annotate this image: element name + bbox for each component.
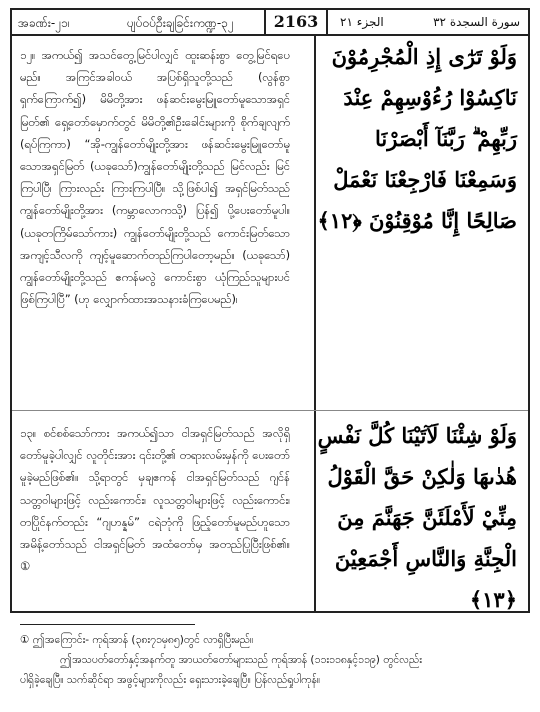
footnote-line: ဤအသပတ်တော်နှင့်အနက်တူ အာယတ်တော်များသည် ကုရ်အာန် (၁၁း၁၁၈နှင့်၁၁၉) တွင်လည်း — [60, 654, 422, 666]
juz-label-arabic: الجزء ٢١ — [340, 15, 384, 29]
footnote-line: ပါရှိခဲ့ချေပြီ။ သက်ဆိုင်ရာ အဖွင့်များကိုလည်း ရှေးသားခဲ့ချေပြီ။ ပြန်လည်ရှုပါကုန်။ — [20, 674, 320, 686]
verse-translation: ၁၃။ စင်စစ်သော်ကား အကယ်၍သာ ငါအရှင်မြတ်သည် အလိုရှိတော်မူခဲ့ပါလျှင် လူတိုင်းအား ၎င်းတို့၏ တရားလမ်းမှန်ကို ပေးတော်မူခဲ့မည်ဖြစ်၏။ သို့ရာတွင် မှချဧကန် ငါအရှင်မြတ်သည် ဂျင်န်သတ္တဝါများဖြင့် လည်းကောင်း၊ လူသတ္တဝါများဖြင့် လည်းကောင်း၊ တပြိုင်နက်တည်း “ဂျဟန္နမ်” ငရဲဘုံကို ဖြည့်တော်မူမည်ဟူသောအမိန့်တော်သည် ငါအရှင်မြတ် အထံတော်မှ အတည်ပြုပြီးဖြစ်၏။ ① — [20, 426, 290, 574]
verse-arabic: وَلَوْ تَرٰٓى إِذِ الْمُجْرِمُوْنَ نَاكِسُوْا رُءُوْسِهِمْ عِنْدَ رَبِّهِمْ ۗ رَبَّنَآ أَبْصَرْنَا وَسَمِعْنَا فَارْجِعْنَا نَعْمَلْ صَالِحًا إِنَّا مُوْقِنُوْنَ ﴿١٢﴾ — [317, 44, 517, 233]
footnote-line: ① ဤအကြောင်း- ကုရ်အာန် (၃၈း၇၁မှ၈၅)တွင် လာရှိပြီးမည်။ — [20, 634, 254, 646]
verse-divider — [12, 410, 528, 411]
page-header — [12, 10, 528, 36]
surah-label-arabic: سورة السجدة ٣٢ — [433, 15, 520, 29]
surah-label-burmese: ပျပ်ဝပ်ဦးချခြင်းကဏ္ဍ-၃၂ — [127, 16, 234, 30]
verse-arabic: وَلَوْ شِئْنَا لَآتَيْنَا كُلَّ نَفْسٍ هُدٰىهَا وَلٰكِنْ حَقَّ الْقَوْلُ مِنِّيْ لَأَمْلَئَنَّ جَهَنَّمَ مِنَ الْجِنَّةِ وَالنَّاسِ أَجْمَعِيْنَ ﴿١٣﴾ — [317, 423, 517, 612]
footnote-rule — [20, 624, 195, 625]
part-label: အခဏ်း-၂၁၊ — [18, 16, 70, 30]
page-number: 2163 — [264, 10, 328, 34]
verse-translation: ၁၂။ အကယ်၍ အသင်တွေ့မြင်ပါလျှင် ထူးဆန်းစွာ တွေ့မြင်ရပေမည်။ အကြင်အခါဝယ် အပြစ်ရှိသူတို့သည် (လွန်စွာ ရှက်ကြောက်၍) မိမိတို့အား ဖန်ဆင်းမွေးမြူတော်မူသောအရှင်မြတ်၏ ရှေ့တော်မှောက်တွင် မိမိတို့၏ဦးခေါင်းများကို စိုက်ချလျက် (ရပ်ကြကာ) “အို-ကျွန်တော်မျိုးတို့အား ဖန်ဆင်းမွေးမြူတော်မူသောအရှင်မြတ် (ယခုသော်)ကျွန်တော်မျိုးတို့သည် မြင်လည်း မြင်ကြပါပြီ၊ ကြားလည်း ကြားကြပါပြီ။ သို့ဖြစ်ပါ၍ အရှင်မြတ်သည် ကျွန်တော်မျိုးတို့အား (ကမ္ဘာလောကသို့) ပြန်၍ ပို့ပေးတော်မူပါ။ (ယခုတကြိမ်သော်ကား) ကျွန်တော်မျိုးတို့သည် ကောင်းမြတ်သောအကျင့်သီလကို ကျင့်မူဆောက်တည်ကြပါတော့မည်။ (ယခုသော်) ကျွန်တော်မျိုးတို့သည် ဧကန်မလွဲ ကောင်းစွာ ယုံကြည်သူများပင် ဖြစ်ကြပါပြီ” (ဟု လျှောက်ထားအသနားခံကြပေမည်)၊ — [20, 48, 290, 307]
